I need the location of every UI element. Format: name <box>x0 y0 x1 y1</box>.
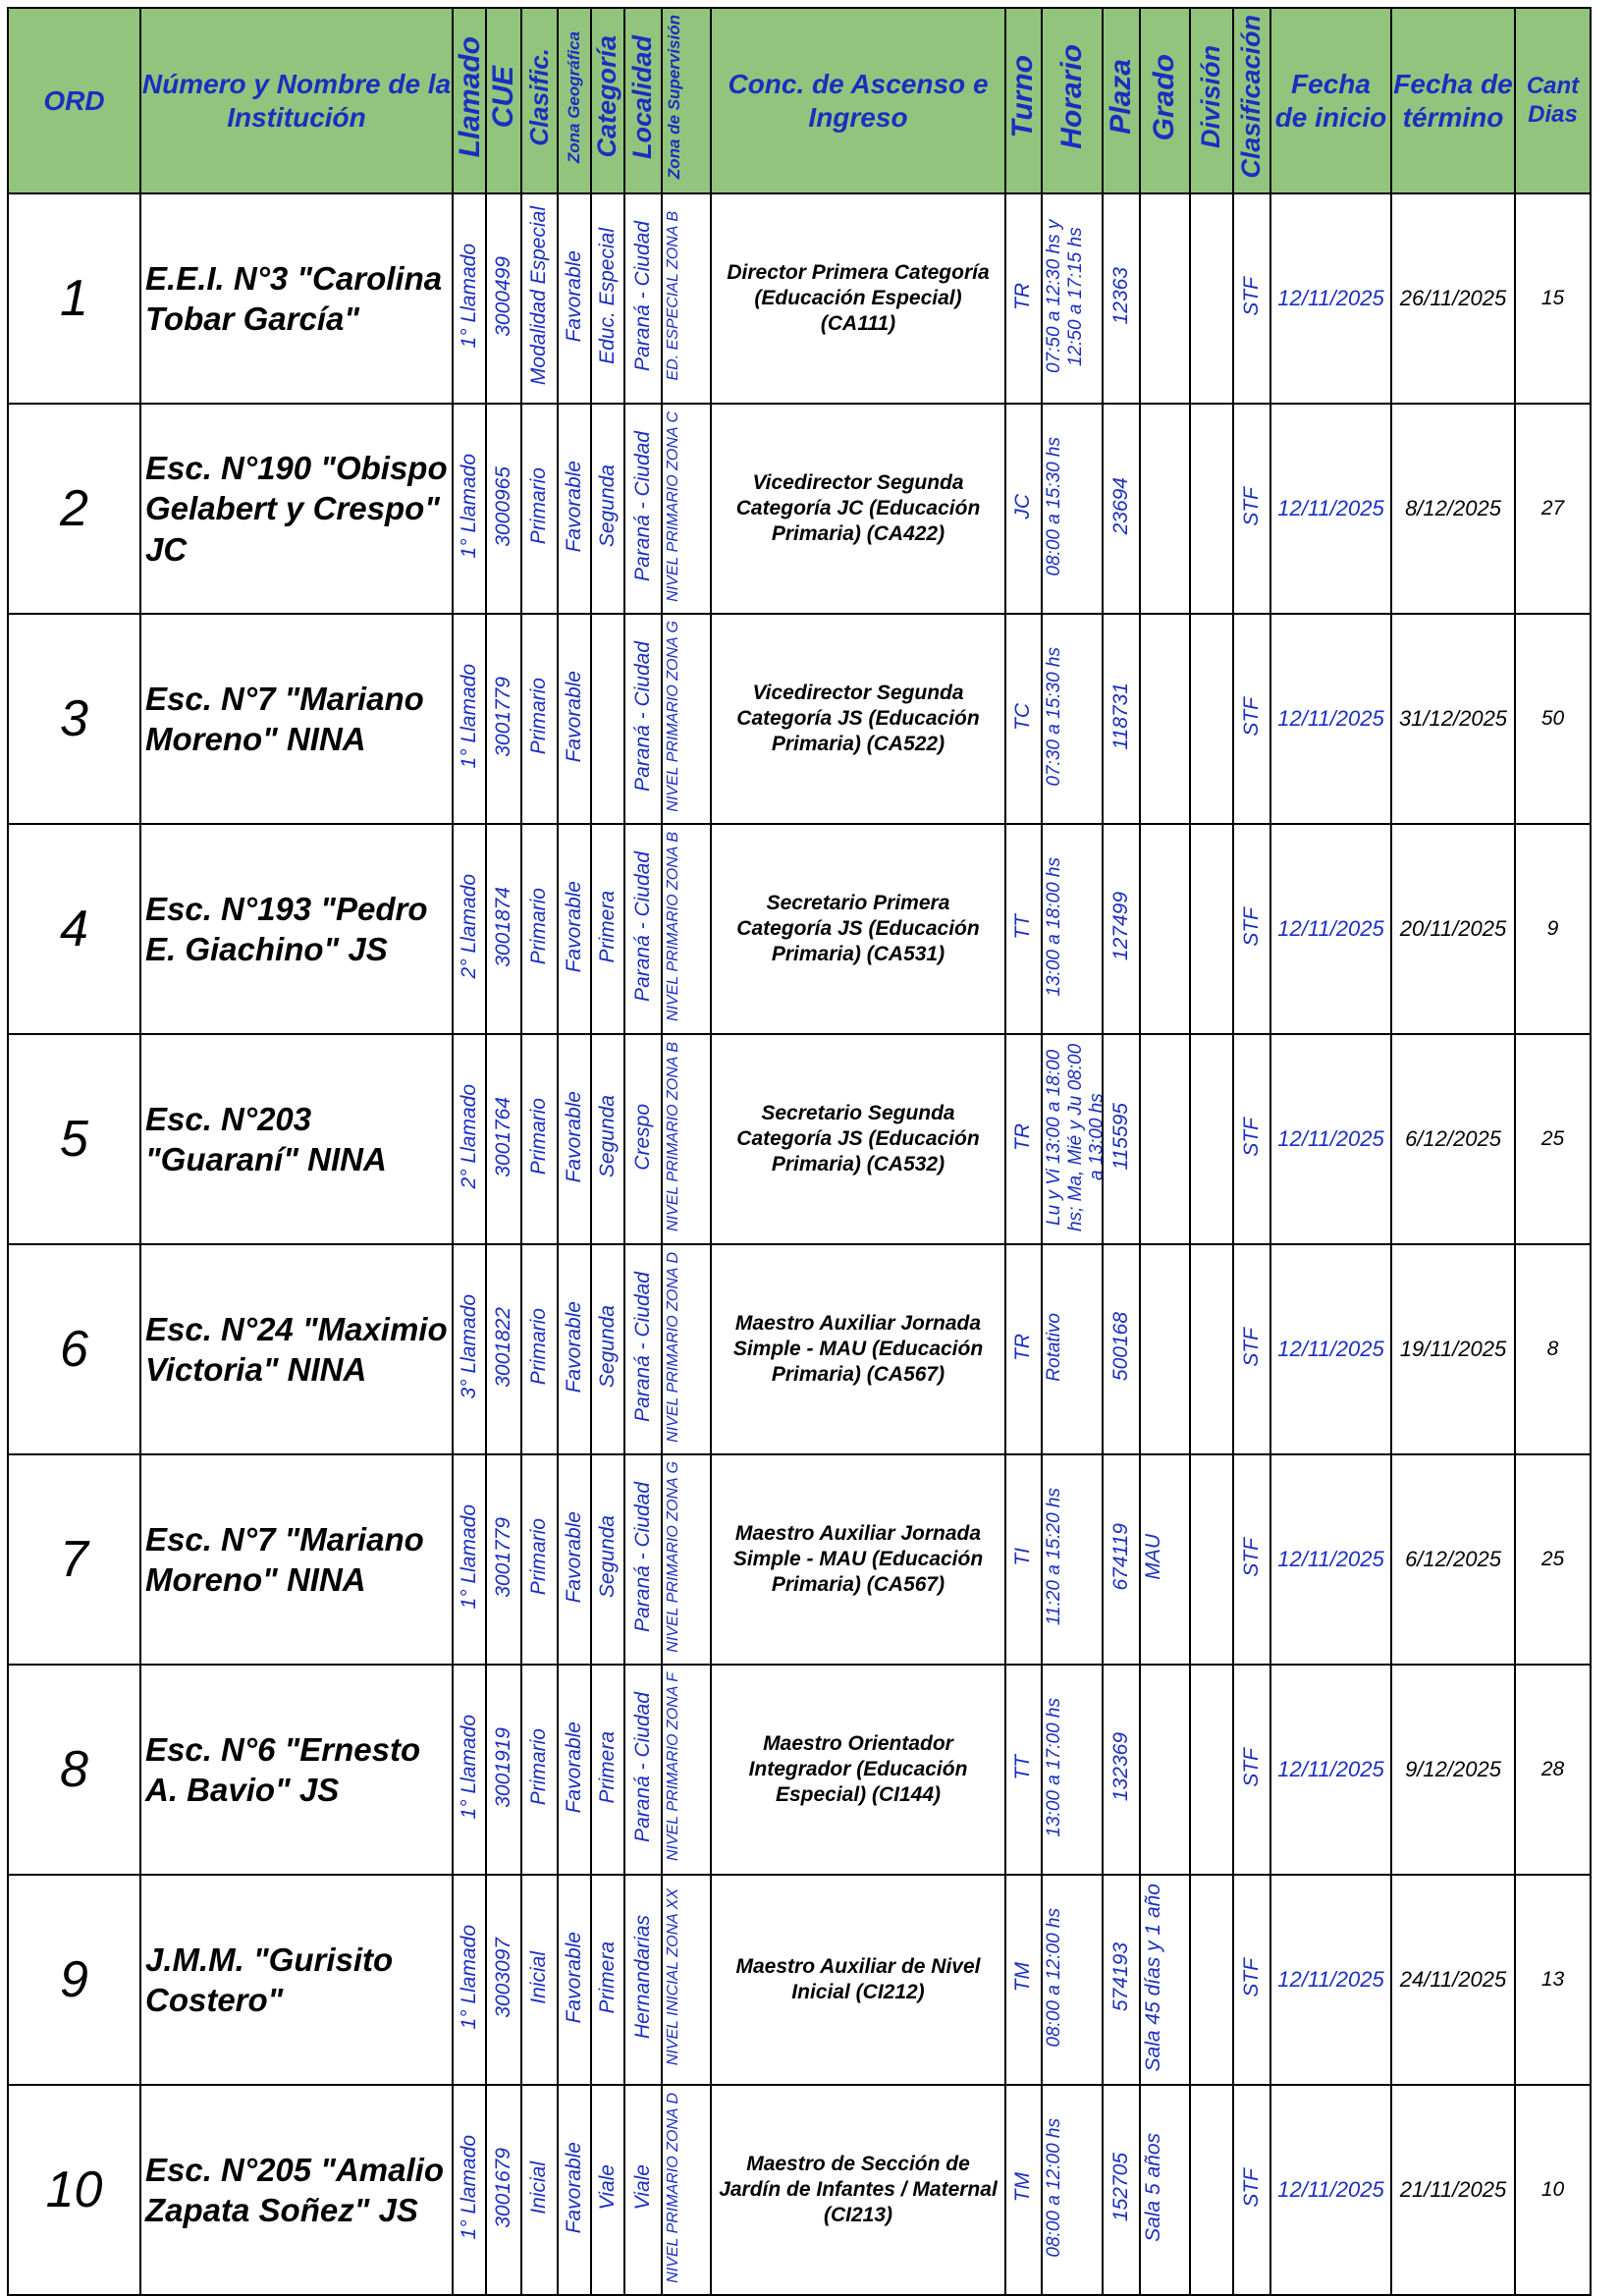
cell-fecha-inicio: 12/11/2025 <box>1270 1665 1391 1875</box>
header-fecha-inicio: Fecha de inicio <box>1270 8 1391 193</box>
cell-zona-geografica: Favorable <box>558 193 591 404</box>
cell-categoria: Segunda <box>591 1244 624 1454</box>
cell-concurso: Secretario Primera Categoría JS (Educación Primaria) (CA531) <box>711 824 1005 1034</box>
cell-clasificacion: STF <box>1233 404 1270 614</box>
cell-clasific: Modalidad Especial <box>521 193 558 404</box>
cell-llamado: 3° Llamado <box>453 1244 486 1454</box>
cell-clasific: Primario <box>521 1454 558 1665</box>
header-llamado: Llamado <box>453 8 486 193</box>
cell-institution: Esc. N°7 "Mariano Moreno" NINA <box>140 1454 453 1665</box>
cell-plaza: 118731 <box>1103 614 1140 824</box>
cell-clasificacion: STF <box>1233 2085 1270 2295</box>
cell-horario: 07:30 a 15:30 hs <box>1042 614 1103 824</box>
cell-localidad: Paraná - Ciudad <box>624 193 662 404</box>
cell-zona-geografica: Favorable <box>558 1244 591 1454</box>
cell-ord: 3 <box>8 614 140 824</box>
cell-categoria <box>591 614 624 824</box>
cell-grado <box>1140 1665 1190 1875</box>
cell-categoria: Primera <box>591 1875 624 2085</box>
header-zona-supervision: Zona de Supervisión <box>662 8 711 193</box>
header-horario: Horario <box>1042 8 1103 193</box>
cell-grado <box>1140 824 1190 1034</box>
table-row <box>8 1034 1591 1244</box>
cell-ord: 7 <box>8 1454 140 1665</box>
cell-fecha-termino: 9/12/2025 <box>1391 1665 1515 1875</box>
cell-division <box>1190 1454 1233 1665</box>
cell-clasificacion: STF <box>1233 193 1270 404</box>
cell-clasificacion: STF <box>1233 614 1270 824</box>
header-zona-geografica: Zona Geográfica <box>558 8 591 193</box>
cell-horario: Rotativo <box>1042 1244 1103 1454</box>
cell-cant-dias: 50 <box>1515 614 1591 824</box>
cell-clasificacion: STF <box>1233 1875 1270 2085</box>
cell-zona-geografica: Favorable <box>558 824 591 1034</box>
cell-fecha-inicio: 12/11/2025 <box>1270 614 1391 824</box>
cell-ord: 9 <box>8 1875 140 2085</box>
cell-zona-geografica: Favorable <box>558 1875 591 2085</box>
cell-institution: Esc. N°7 "Mariano Moreno" NINA <box>140 614 453 824</box>
cell-plaza: 115595 <box>1103 1034 1140 1244</box>
cell-clasific: Inicial <box>521 2085 558 2295</box>
cell-institution: Esc. N°24 "Maximio Victoria" NINA <box>140 1244 453 1454</box>
cell-cue: 3001779 <box>486 1454 521 1665</box>
table-row <box>8 614 1591 824</box>
cell-institution: Esc. N°205 "Amalio Zapata Soñez" JS <box>140 2085 453 2295</box>
cell-plaza: 574193 <box>1103 1875 1140 2085</box>
header-cant-dias: Cant Dias <box>1515 8 1591 193</box>
cell-zona-geografica: Favorable <box>558 1665 591 1875</box>
cell-cue: 3001679 <box>486 2085 521 2295</box>
cell-division <box>1190 2085 1233 2295</box>
cell-llamado: 1° Llamado <box>453 614 486 824</box>
cell-cant-dias: 8 <box>1515 1244 1591 1454</box>
header-clasific: Clasific. <box>521 8 558 193</box>
cell-division <box>1190 824 1233 1034</box>
cell-zona-geografica: Favorable <box>558 2085 591 2295</box>
cell-turno: TT <box>1005 1665 1042 1875</box>
cell-localidad: Viale <box>624 2085 662 2295</box>
cell-division <box>1190 1034 1233 1244</box>
cell-cant-dias: 27 <box>1515 404 1591 614</box>
cell-plaza: 23694 <box>1103 404 1140 614</box>
cell-categoria: Primera <box>591 1665 624 1875</box>
cell-turno: TC <box>1005 614 1042 824</box>
cell-grado: Sala 45 días y 1 año <box>1140 1875 1190 2085</box>
header-turno: Turno <box>1005 8 1042 193</box>
header-cue: CUE <box>486 8 521 193</box>
cell-horario: 08:00 a 12:00 hs <box>1042 1875 1103 2085</box>
cell-localidad: Hernandarias <box>624 1875 662 2085</box>
header-clasificacion: Clasificación <box>1233 8 1270 193</box>
cell-localidad: Paraná - Ciudad <box>624 1454 662 1665</box>
cell-zona-supervision: NIVEL PRIMARIO ZONA D <box>662 2085 711 2295</box>
cell-categoria: Segunda <box>591 1034 624 1244</box>
cell-institution: Esc. N°203 "Guaraní" NINA <box>140 1034 453 1244</box>
cell-categoria: Viale <box>591 2085 624 2295</box>
cell-clasific: Inicial <box>521 1875 558 2085</box>
cell-horario: 11:20 a 15:20 hs <box>1042 1454 1103 1665</box>
cell-clasific: Primario <box>521 1665 558 1875</box>
cell-cant-dias: 15 <box>1515 193 1591 404</box>
cell-grado: Sala 5 años <box>1140 2085 1190 2295</box>
cell-horario: 08:00 a 12:00 hs <box>1042 2085 1103 2295</box>
cell-zona-geografica: Favorable <box>558 614 591 824</box>
cell-institution: E.E.I. N°3 "Carolina Tobar García" <box>140 193 453 404</box>
cell-division <box>1190 1244 1233 1454</box>
cell-clasific: Primario <box>521 404 558 614</box>
cell-clasific: Primario <box>521 1244 558 1454</box>
cell-cue: 3001919 <box>486 1665 521 1875</box>
cell-ord: 5 <box>8 1034 140 1244</box>
cell-zona-supervision: NIVEL PRIMARIO ZONA G <box>662 1454 711 1665</box>
cell-zona-supervision: NIVEL PRIMARIO ZONA F <box>662 1665 711 1875</box>
cell-concurso: Vicedirector Segunda Categoría JS (Educación Primaria) (CA522) <box>711 614 1005 824</box>
cell-fecha-termino: 8/12/2025 <box>1391 404 1515 614</box>
cell-grado <box>1140 1034 1190 1244</box>
cell-clasificacion: STF <box>1233 1244 1270 1454</box>
cell-ord: 8 <box>8 1665 140 1875</box>
cell-horario: 08:00 a 15:30 hs <box>1042 404 1103 614</box>
cell-categoria: Segunda <box>591 404 624 614</box>
cell-zona-supervision: NIVEL PRIMARIO ZONA B <box>662 824 711 1034</box>
cell-concurso: Director Primera Categoría (Educación Especial) (CA111) <box>711 193 1005 404</box>
cell-zona-geografica: Favorable <box>558 1034 591 1244</box>
table-row <box>8 1244 1591 1454</box>
cell-clasific: Primario <box>521 614 558 824</box>
cell-llamado: 1° Llamado <box>453 404 486 614</box>
cell-plaza: 674119 <box>1103 1454 1140 1665</box>
cell-fecha-termino: 24/11/2025 <box>1391 1875 1515 2085</box>
cell-fecha-inicio: 12/11/2025 <box>1270 1875 1391 2085</box>
table-row <box>8 1665 1591 1875</box>
header-plaza: Plaza <box>1103 8 1140 193</box>
cell-cue: 3001874 <box>486 824 521 1034</box>
header-concurso: Conc. de Ascenso e Ingreso <box>711 8 1005 193</box>
cell-plaza: 127499 <box>1103 824 1140 1034</box>
header-division: División <box>1190 8 1233 193</box>
cell-fecha-termino: 6/12/2025 <box>1391 1034 1515 1244</box>
cell-cant-dias: 9 <box>1515 824 1591 1034</box>
cell-institution: Esc. N°190 "Obispo Gelabert y Crespo" JC <box>140 404 453 614</box>
cell-grado <box>1140 1244 1190 1454</box>
cell-clasificacion: STF <box>1233 1454 1270 1665</box>
cell-horario: 13:00 a 17:00 hs <box>1042 1665 1103 1875</box>
cell-cant-dias: 28 <box>1515 1665 1591 1875</box>
header-institution: Número y Nombre de la Institución <box>140 8 453 193</box>
cell-llamado: 2° Llamado <box>453 1034 486 1244</box>
cell-zona-geografica: Favorable <box>558 1454 591 1665</box>
cell-plaza: 132369 <box>1103 1665 1140 1875</box>
cell-cue: 3000499 <box>486 193 521 404</box>
cell-turno: TR <box>1005 1034 1042 1244</box>
cell-zona-supervision: NIVEL PRIMARIO ZONA B <box>662 1034 711 1244</box>
table-row <box>8 1454 1591 1665</box>
header-ord: ORD <box>8 8 140 193</box>
header-grado: Grado <box>1140 8 1190 193</box>
cell-plaza: 500168 <box>1103 1244 1140 1454</box>
cell-cue: 3001764 <box>486 1034 521 1244</box>
cell-turno: TM <box>1005 2085 1042 2295</box>
cell-cue: 3000965 <box>486 404 521 614</box>
cell-grado <box>1140 193 1190 404</box>
cell-concurso: Maestro Orientador Integrador (Educación Especial) (CI144) <box>711 1665 1005 1875</box>
cell-localidad: Paraná - Ciudad <box>624 824 662 1034</box>
header-row <box>8 8 1591 193</box>
cell-ord: 1 <box>8 193 140 404</box>
cell-horario: 07:50 a 12:30 hs y 12:50 a 17:15 hs <box>1042 193 1103 404</box>
cell-clasificacion: STF <box>1233 1034 1270 1244</box>
cell-clasificacion: STF <box>1233 824 1270 1034</box>
cell-grado <box>1140 614 1190 824</box>
cell-cant-dias: 25 <box>1515 1034 1591 1244</box>
cell-llamado: 1° Llamado <box>453 193 486 404</box>
cell-zona-supervision: ED. ESPECIAL ZONA B <box>662 193 711 404</box>
cell-clasificacion: STF <box>1233 1665 1270 1875</box>
cell-llamado: 1° Llamado <box>453 2085 486 2295</box>
cell-ord: 6 <box>8 1244 140 1454</box>
cell-ord: 10 <box>8 2085 140 2295</box>
cell-zona-supervision: NIVEL PRIMARIO ZONA C <box>662 404 711 614</box>
cell-llamado: 2° Llamado <box>453 824 486 1034</box>
header-fecha-termino: Fecha de término <box>1391 8 1515 193</box>
cell-zona-geografica: Favorable <box>558 404 591 614</box>
cell-division <box>1190 1875 1233 2085</box>
cell-fecha-inicio: 12/11/2025 <box>1270 1034 1391 1244</box>
cell-horario: 13:00 a 18:00 hs <box>1042 824 1103 1034</box>
cell-cue: 3001822 <box>486 1244 521 1454</box>
cell-horario: Lu y Vi 13:00 a 18:00 hs; Ma, Mié y Ju 08:00 a 13:00 hs <box>1042 1034 1103 1244</box>
cell-concurso: Maestro Auxiliar Jornada Simple - MAU (Educación Primaria) (CA567) <box>711 1244 1005 1454</box>
table-row <box>8 2085 1591 2295</box>
cell-division <box>1190 1665 1233 1875</box>
cell-fecha-inicio: 12/11/2025 <box>1270 2085 1391 2295</box>
cell-turno: JC <box>1005 404 1042 614</box>
cell-zona-supervision: NIVEL INICIAL ZONA XX <box>662 1875 711 2085</box>
cell-zona-supervision: NIVEL PRIMARIO ZONA G <box>662 614 711 824</box>
cell-localidad: Crespo <box>624 1034 662 1244</box>
cell-llamado: 1° Llamado <box>453 1454 486 1665</box>
cell-fecha-termino: 19/11/2025 <box>1391 1244 1515 1454</box>
cell-fecha-termino: 31/12/2025 <box>1391 614 1515 824</box>
header-categoria: Categoría <box>591 8 624 193</box>
cell-institution: Esc. N°6 "Ernesto A. Bavio" JS <box>140 1665 453 1875</box>
header-localidad: Localidad <box>624 8 662 193</box>
cell-ord: 4 <box>8 824 140 1034</box>
vacancies-table <box>7 7 1592 2296</box>
cell-division <box>1190 614 1233 824</box>
cell-turno: TM <box>1005 1875 1042 2085</box>
cell-clasific: Primario <box>521 1034 558 1244</box>
cell-turno: TR <box>1005 1244 1042 1454</box>
cell-concurso: Maestro Auxiliar de Nivel Inicial (CI212) <box>711 1875 1005 2085</box>
cell-fecha-termino: 26/11/2025 <box>1391 193 1515 404</box>
cell-cue: 3003097 <box>486 1875 521 2085</box>
table-row <box>8 193 1591 404</box>
cell-llamado: 1° Llamado <box>453 1875 486 2085</box>
cell-fecha-termino: 6/12/2025 <box>1391 1454 1515 1665</box>
cell-localidad: Paraná - Ciudad <box>624 614 662 824</box>
cell-plaza: 12363 <box>1103 193 1140 404</box>
cell-fecha-inicio: 12/11/2025 <box>1270 404 1391 614</box>
cell-cant-dias: 10 <box>1515 2085 1591 2295</box>
cell-fecha-termino: 21/11/2025 <box>1391 2085 1515 2295</box>
cell-fecha-inicio: 12/11/2025 <box>1270 193 1391 404</box>
table-row <box>8 1875 1591 2085</box>
cell-fecha-inicio: 12/11/2025 <box>1270 1454 1391 1665</box>
cell-concurso: Secretario Segunda Categoría JS (Educación Primaria) (CA532) <box>711 1034 1005 1244</box>
cell-localidad: Paraná - Ciudad <box>624 1244 662 1454</box>
cell-concurso: Maestro de Sección de Jardín de Infantes / Maternal (CI213) <box>711 2085 1005 2295</box>
cell-concurso: Maestro Auxiliar Jornada Simple - MAU (Educación Primaria) (CA567) <box>711 1454 1005 1665</box>
cell-fecha-inicio: 12/11/2025 <box>1270 824 1391 1034</box>
cell-clasific: Primario <box>521 824 558 1034</box>
cell-grado <box>1140 404 1190 614</box>
cell-concurso: Vicedirector Segunda Categoría JC (Educación Primaria) (CA422) <box>711 404 1005 614</box>
cell-fecha-inicio: 12/11/2025 <box>1270 1244 1391 1454</box>
cell-grado: MAU <box>1140 1454 1190 1665</box>
cell-cant-dias: 13 <box>1515 1875 1591 2085</box>
cell-localidad: Paraná - Ciudad <box>624 404 662 614</box>
cell-localidad: Paraná - Ciudad <box>624 1665 662 1875</box>
cell-llamado: 1° Llamado <box>453 1665 486 1875</box>
cell-turno: TT <box>1005 824 1042 1034</box>
cell-categoria: Educ. Especial <box>591 193 624 404</box>
cell-zona-supervision: NIVEL PRIMARIO ZONA D <box>662 1244 711 1454</box>
cell-division <box>1190 404 1233 614</box>
cell-turno: TR <box>1005 193 1042 404</box>
cell-plaza: 152705 <box>1103 2085 1140 2295</box>
cell-division <box>1190 193 1233 404</box>
cell-categoria: Primera <box>591 824 624 1034</box>
table-row <box>8 824 1591 1034</box>
cell-cant-dias: 25 <box>1515 1454 1591 1665</box>
cell-institution: J.M.M. "Gurisito Costero" <box>140 1875 453 2085</box>
cell-cue: 3001779 <box>486 614 521 824</box>
cell-institution: Esc. N°193 "Pedro E. Giachino" JS <box>140 824 453 1034</box>
cell-fecha-termino: 20/11/2025 <box>1391 824 1515 1034</box>
cell-turno: TI <box>1005 1454 1042 1665</box>
cell-ord: 2 <box>8 404 140 614</box>
cell-categoria: Segunda <box>591 1454 624 1665</box>
table-row <box>8 404 1591 614</box>
